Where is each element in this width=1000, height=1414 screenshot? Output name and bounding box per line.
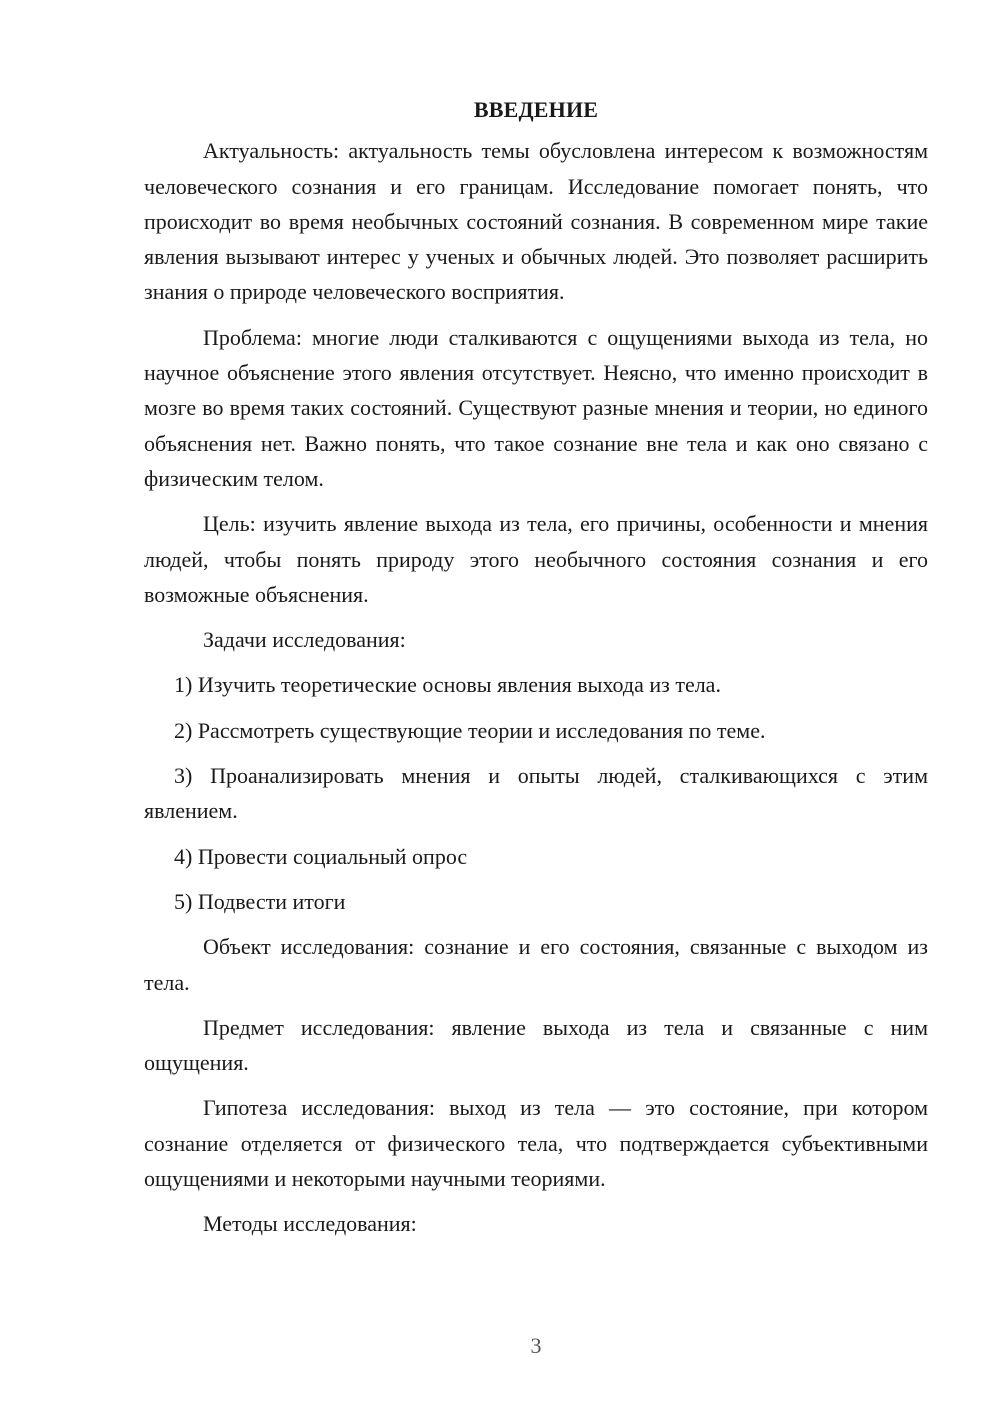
tasks-heading: Задачи исследования: bbox=[203, 627, 406, 653]
task-item-4: 4) Провести социальный опрос bbox=[174, 843, 468, 869]
methods-heading: Методы исследования: bbox=[203, 1211, 417, 1237]
paragraph-hypothesis: Гипотеза исследования: выход из тела — это состояние, при котором сознание отделяется от физического тела, что подтверждается субъективными ощущениями и некоторыми научными теориями. bbox=[144, 1095, 928, 1192]
task-item-3: 3) Проанализировать мнения и опыты людей, сталкивающихся с этим явлением. bbox=[144, 763, 928, 824]
page-number: 3 bbox=[530, 1333, 542, 1358]
paragraph-relevance: Актуальность: актуальность темы обусловлена интересом к возможностям человеческого сознания и его границам. Исследование помогает понять, что происходит во время необычных состояний сознания. В современном мире такие явления вызывают интерес у ученых и обычных людей. Это позволяет расширить знания о природе человеческого восприятия. bbox=[144, 138, 928, 305]
task-item-5: 5) Подвести итоги bbox=[174, 888, 346, 914]
page-title: ВВЕДЕНИЕ bbox=[473, 97, 599, 122]
paragraph-problem: Проблема: многие люди сталкиваются с ощущениями выхода из тела, но научное объяснение этого явления отсутствует. Неясно, что именно происходит в мозге во время таких состояний. Существуют разные мнения и теории, но единого объяснения нет. Важно понять, что такое сознание вне тела и как оно связано с физическим телом. bbox=[144, 324, 928, 491]
document-page bbox=[144, 92, 928, 1252]
paragraph-goal: Цель: изучить явление выхода из тела, его причины, особенности и мнения людей, чтобы понять природу этого необычного состояния сознания и его возможные объяснения. bbox=[144, 511, 928, 607]
task-item-1: 1) Изучить теоретические основы явления выхода из тела. bbox=[174, 672, 721, 698]
paragraph-subject: Предмет исследования: явление выхода из тела и связанные с ним ощущения. bbox=[144, 1014, 928, 1076]
task-item-2: 2) Рассмотреть существующие теории и исследования по теме. bbox=[174, 717, 766, 743]
paragraph-object: Объект исследования: сознание и его состояния, связанные с выходом из тела. bbox=[144, 934, 928, 995]
